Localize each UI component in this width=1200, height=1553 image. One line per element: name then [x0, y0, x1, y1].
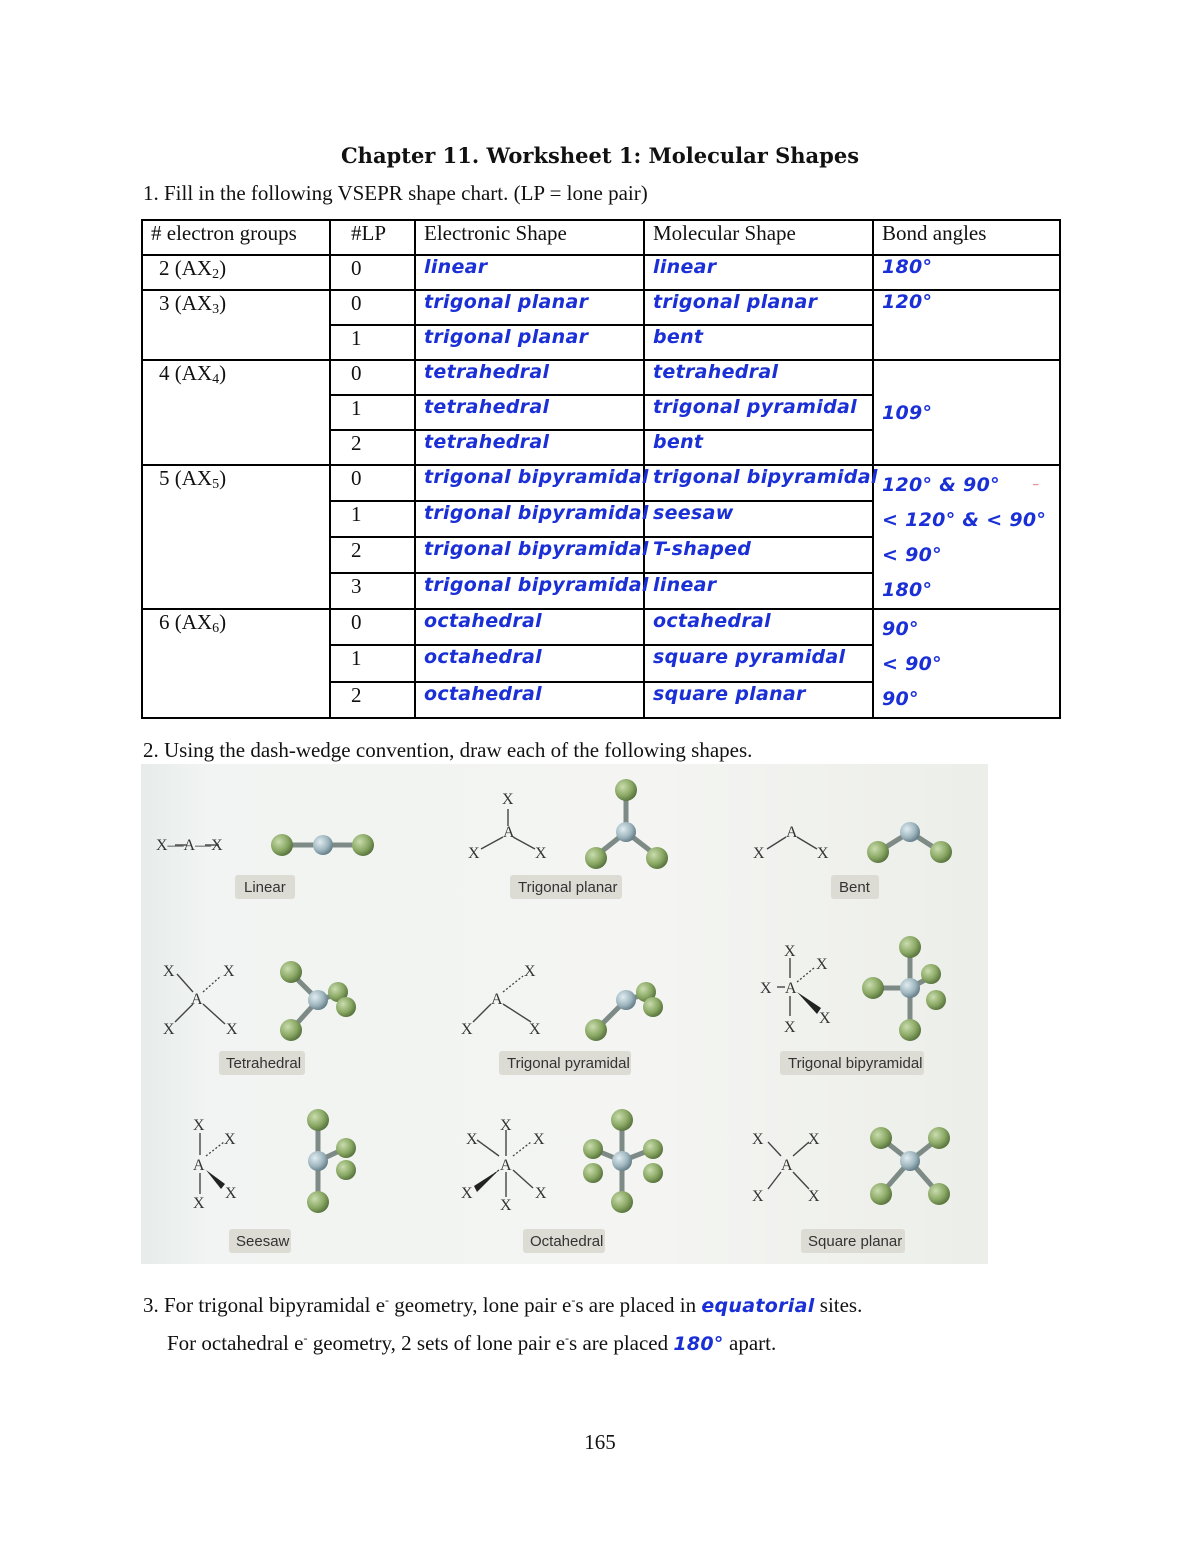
atom-label: A [781, 1157, 793, 1174]
atom-label: X [529, 1021, 541, 1038]
atom-label: X [752, 1188, 764, 1205]
bond-angle-line: < 90° [882, 544, 942, 566]
lp-cell: 1 [330, 325, 415, 360]
page-number: 165 [584, 1430, 616, 1454]
lp-cell: 1 [330, 395, 415, 430]
caption-trigonal-pyramidal: Trigonal pyramidal [507, 1055, 630, 1072]
bond-angle-line: < 120° & < 90° [882, 509, 1047, 531]
caption-octahedral: Octahedral [530, 1233, 604, 1250]
atom-label: A [193, 1157, 205, 1174]
atom-label: A [503, 824, 515, 841]
atom-label: X [819, 1010, 831, 1027]
molecular-shape-cell: seesaw [644, 501, 873, 537]
atom-label: X [224, 1131, 236, 1148]
bond-angle-line: 180° [882, 579, 933, 601]
caption-trigonal-planar: Trigonal planar [518, 879, 618, 896]
table-row [142, 255, 1060, 290]
atom-label: A [785, 980, 797, 997]
molecular-shape-cell: tetrahedral [644, 360, 873, 395]
molecular-shape-cell: trigonal planar [644, 290, 873, 325]
molecular-shape-cell: trigonal pyramidal [644, 395, 873, 430]
question-3-line-2: For octahedral e- geometry, 2 sets of lone pair e-s are placed 180° apart. [167, 1331, 777, 1355]
red-pen-mark: ⁻ [1032, 480, 1040, 496]
atom-label: X [193, 1117, 205, 1134]
molecular-shape-cell: trigonal bipyramidal [644, 465, 873, 501]
bond-angle-cell: 109° [873, 360, 1060, 465]
bond-angle-cell-group [873, 609, 1060, 718]
molecular-shapes-figure [141, 764, 988, 1264]
atom-label: A [786, 824, 798, 841]
atom-label: X [225, 1185, 237, 1202]
electronic-shape-cell: trigonal planar [415, 290, 644, 325]
header-bond-angles: Bond angles [873, 220, 1060, 255]
bond-angle-line: 90° [882, 618, 919, 640]
header-molecular-shape: Molecular Shape [644, 220, 873, 255]
electronic-shape-cell: octahedral [415, 645, 644, 681]
lp-cell: 2 [330, 537, 415, 573]
atom-label: X [784, 1019, 796, 1036]
atom-label: X [163, 1021, 175, 1038]
table-row [142, 360, 1060, 395]
electron-group-cell: 3 $(AX_3)$ [142, 290, 330, 360]
atom-label: X [500, 1197, 512, 1214]
caption-tetrahedral: Tetrahedral [226, 1055, 302, 1072]
caption-bent: Bent [839, 879, 870, 896]
atom-label: A [191, 991, 203, 1008]
question-2: 2. Using the dash-wedge convention, draw each of the following shapes. [143, 738, 753, 762]
atom-label: A [491, 991, 503, 1008]
table-row [142, 609, 1060, 645]
caption-linear: Linear [244, 879, 286, 896]
atom-label: X [226, 1021, 238, 1038]
lp-cell: 0 [330, 360, 415, 395]
table-row [142, 290, 1060, 325]
vsepr-chart [141, 219, 1061, 719]
answer-equatorial: equatorial [701, 1295, 815, 1317]
atom-label: X [533, 1131, 545, 1148]
answer-180: 180° [673, 1333, 724, 1355]
atom-label: X [784, 943, 796, 960]
electronic-shape-cell: tetrahedral [415, 395, 644, 430]
electronic-shape-cell: octahedral [415, 682, 644, 718]
shapes-diagram [141, 764, 988, 1264]
bond-angle-line: 90° [882, 688, 919, 710]
lp-cell: 1 [330, 645, 415, 681]
atom-label: X [535, 845, 547, 862]
atom-label: X [461, 1021, 473, 1038]
atom-label: X [223, 963, 235, 980]
atom-label: X [816, 956, 828, 973]
atom-label: X [461, 1185, 473, 1202]
molecular-shape-cell: linear [644, 573, 873, 609]
electronic-shape-cell: trigonal bipyramidal [415, 501, 644, 537]
lp-cell: 0 [330, 255, 415, 290]
atom-label: X [163, 963, 175, 980]
electronic-shape-cell: trigonal planar [415, 325, 644, 360]
electronic-shape-cell: linear [415, 255, 644, 290]
electronic-shape-cell: tetrahedral [415, 430, 644, 465]
lp-cell: 2 [330, 430, 415, 465]
molecular-shape-cell: linear [644, 255, 873, 290]
atom-label: X [808, 1188, 820, 1205]
atom-label: X [760, 980, 772, 997]
atom-label: X [502, 791, 514, 808]
molecular-shape-cell: octahedral [644, 609, 873, 645]
header-electron-groups: # electron groups [142, 220, 330, 255]
bond-sticks [282, 794, 941, 1202]
molecular-shape-cell: bent [644, 325, 873, 360]
molecular-shape-cell: T-shaped [644, 537, 873, 573]
electron-group-cell: 2 $(AX_2)$ [142, 255, 330, 290]
atom-label: X [535, 1185, 547, 1202]
electron-group-cell: 4 $(AX_4)$ [142, 360, 330, 465]
ligand-atom [271, 834, 293, 856]
electronic-shape-cell: trigonal bipyramidal [415, 465, 644, 501]
caption-trigonal-bipyramidal: Trigonal bipyramidal [788, 1055, 923, 1072]
lp-cell: 3 [330, 573, 415, 609]
atom-label: X [524, 963, 536, 980]
question-1: 1. Fill in the following VSEPR shape chart. (LP = lone pair) [143, 181, 648, 205]
molecular-shape-cell: square pyramidal [644, 645, 873, 681]
bond-angle-cell: 180° [873, 255, 1060, 290]
ligand-atom [352, 834, 374, 856]
bond-angle-line: < 90° [882, 653, 942, 675]
electronic-shape-cell: trigonal bipyramidal [415, 537, 644, 573]
central-atom [313, 835, 333, 855]
linear-formula-label: X—A—X [156, 837, 223, 854]
atom-label: X [193, 1195, 205, 1212]
atom-label: X [817, 845, 829, 862]
bond-angle-line: 120° & 90° [882, 474, 1000, 496]
bond-angle-cell: 120° [873, 290, 1060, 360]
atom-label: X [753, 845, 765, 862]
electronic-shape-cell: octahedral [415, 609, 644, 645]
electron-group-cell: 6 $(AX_6)$ [142, 609, 330, 718]
electronic-shape-cell: trigonal bipyramidal [415, 573, 644, 609]
caption-seesaw: Seesaw [236, 1233, 290, 1250]
atom-label: X [466, 1131, 478, 1148]
caption-square-planar: Square planar [808, 1233, 903, 1250]
lp-cell: 0 [330, 465, 415, 501]
header-lp: #LP [330, 220, 415, 255]
lp-cell: 0 [330, 290, 415, 325]
electron-group-cell: 5 $(AX_5)$ [142, 465, 330, 609]
atom-label: A [500, 1157, 512, 1174]
table-row [142, 465, 1060, 501]
table-header-row [142, 220, 1060, 255]
atom-label: X [468, 845, 480, 862]
electronic-shape-cell: tetrahedral [415, 360, 644, 395]
atom-letters [156, 791, 831, 1214]
lp-cell: 1 [330, 501, 415, 537]
atom-label: X [752, 1131, 764, 1148]
atom-label: X [500, 1117, 512, 1134]
page-title: Chapter 11. Worksheet 1: Molecular Shapes [340, 143, 860, 168]
header-electronic-shape: Electronic Shape [415, 220, 644, 255]
question-3-line-1: 3. For trigonal bipyramidal e- geometry, lone pair e-s are placed in equatorial sites. [143, 1293, 863, 1317]
molecular-shape-cell: square planar [644, 682, 873, 718]
atom-label: X [808, 1131, 820, 1148]
molecular-shape-cell: bent [644, 430, 873, 465]
lp-cell: 2 [330, 682, 415, 718]
lp-cell: 0 [330, 609, 415, 645]
